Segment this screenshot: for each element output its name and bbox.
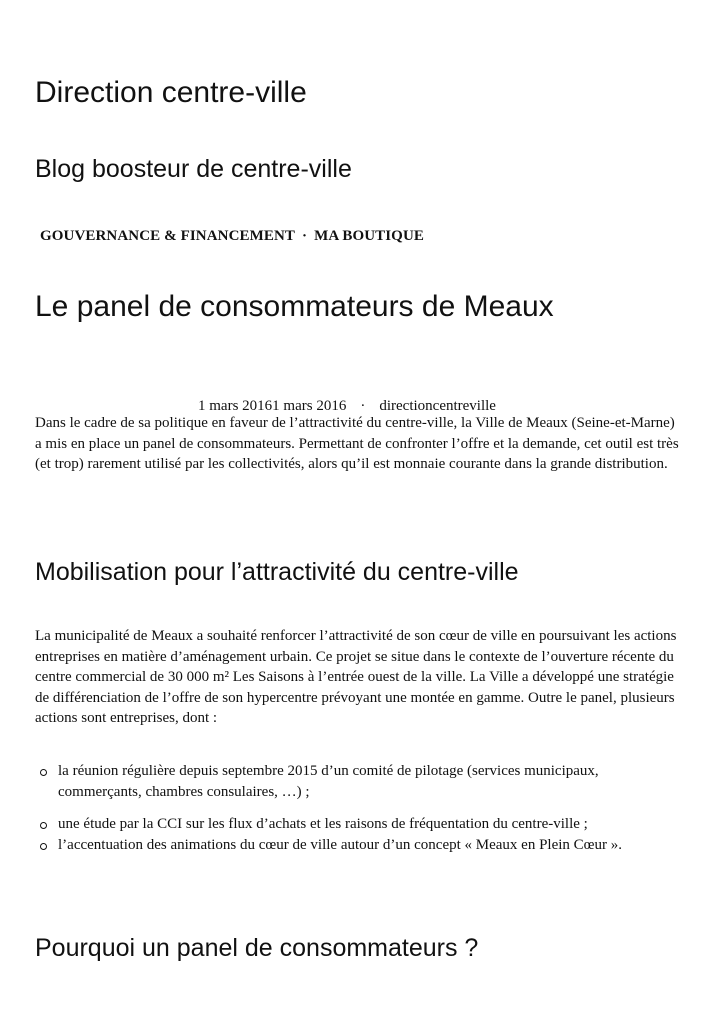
meta-separator: · bbox=[360, 398, 366, 414]
action-list-secondary bbox=[35, 814, 685, 855]
post-author-link[interactable]: directioncentreville bbox=[379, 398, 496, 414]
site-title[interactable]: Direction centre-ville bbox=[35, 76, 307, 109]
post-date-updated: 1 mars 2016 bbox=[272, 398, 347, 414]
section-heading-pourquoi: Pourquoi un panel de consommateurs ? bbox=[35, 934, 479, 962]
article-title: Le panel de consommateurs de Meaux bbox=[35, 290, 554, 323]
list-item: la réunion régulière depuis septembre 2015 d’un comité de pilotage (services municipaux, commerçants, chambres consulaires, …) ; bbox=[35, 761, 685, 802]
article-intro: Dans le cadre de sa politique en faveur de l’attractivité du centre-ville, la Ville de Meaux (Seine-et-Marne) a mis en place un panel de consommateurs. Permettant de confronter l’offre et la demande, cet outil est très (et trop) rarement utilisé par les collectivités, alors qu’il est monnaie courante dans la grande distribution. bbox=[35, 415, 679, 472]
list-item: une étude par la CCI sur les flux d’achats et les raisons de fréquentation du centre-ville ; bbox=[35, 814, 685, 835]
section-body-mobilisation: La municipalité de Meaux a souhaité renforcer l’attractivité de son cœur de ville en poursuivant les actions entreprises en matière d’aménagement urbain. Ce projet se situe dans le contexte de l’ouverture récente du centre commercial de 30 000 m² Les Saisons à l’entrée ouest de la ville. La Ville a développé une stratégie de différenciation de l’offre de son hypercentre prévoyant une montée en gamme. Outre le panel, plusieurs actions sont entreprises, dont : bbox=[35, 628, 677, 726]
section-heading-mobilisation: Mobilisation pour l’attractivité du centre-ville bbox=[35, 558, 519, 586]
nav-item-gouvernance-financement[interactable]: GOUVERNANCE & FINANCEMENT bbox=[40, 228, 296, 244]
list-item: l’accentuation des animations du cœur de ville autour d’un concept « Meaux en Plein Cœur ». bbox=[35, 835, 685, 856]
post-date-published: 1 mars 2016 bbox=[198, 398, 273, 414]
main-nav bbox=[40, 226, 424, 246]
nav-item-ma-boutique[interactable]: MA BOUTIQUE bbox=[314, 228, 424, 244]
site-tagline: Blog boosteur de centre-ville bbox=[35, 155, 352, 183]
post-date-link[interactable] bbox=[198, 398, 346, 414]
nav-separator: · bbox=[302, 228, 308, 244]
action-list-primary bbox=[35, 761, 685, 802]
